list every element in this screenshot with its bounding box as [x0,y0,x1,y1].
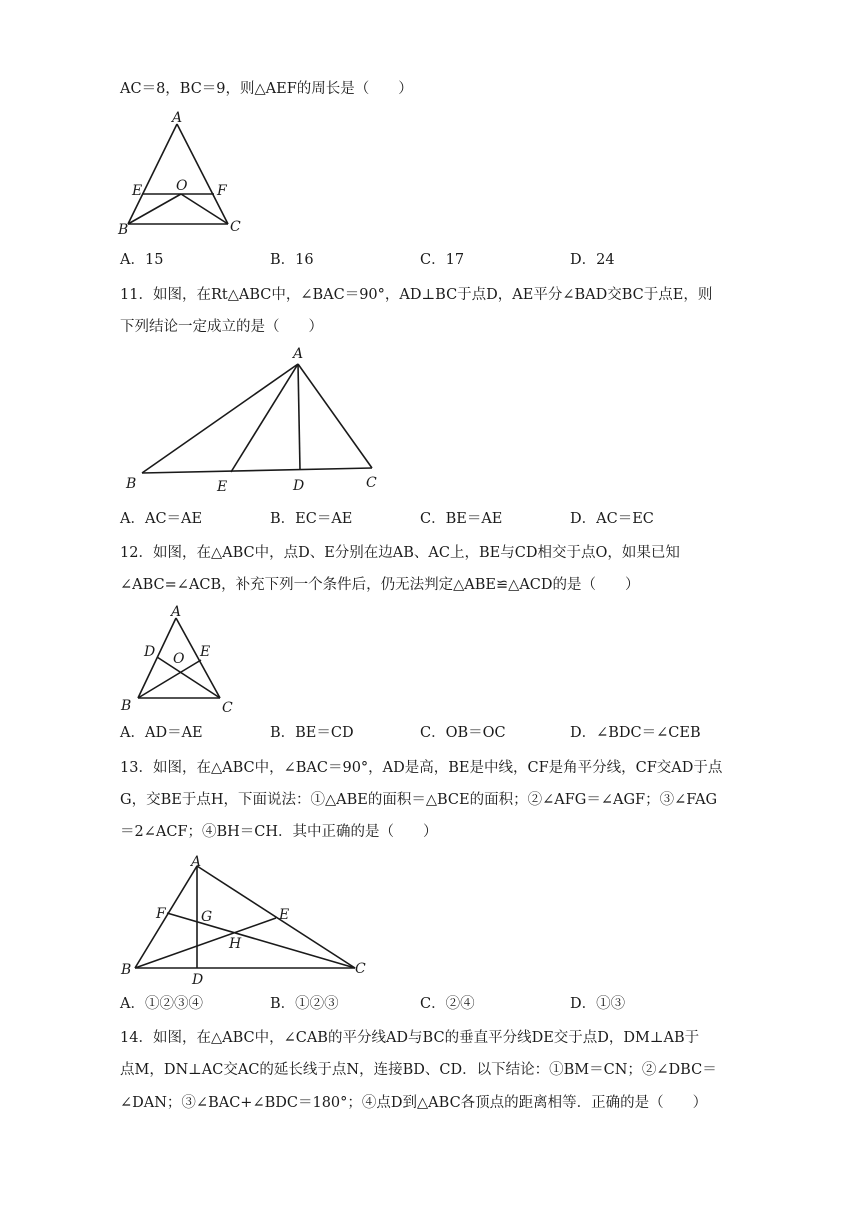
q13-stem-line2: G，交BE于点H，下面说法：①△ABE的面积＝△BCE的面积；②∠AFG＝∠AGF；③∠FAG [120,792,718,808]
q13-stem-line1: 13．如图，在△ABC中，∠BAC＝90°，AD是高，BE是中线，CF是角平分线，CF交AD于点 [120,760,723,776]
q12-label-O: O [173,651,185,667]
q10-option-c: C．17 [420,252,465,268]
q12-label-A: A [171,604,182,620]
q13-option-c: C．②④ [420,996,475,1012]
q12-label-D: D [144,644,156,660]
q11-label-D: D [293,478,305,494]
q13-label-A: A [191,854,202,870]
q11-label-E: E [217,479,228,495]
q13-label-E: E [279,907,290,923]
q11-option-b: B．EC＝AE [270,511,353,527]
q13-option-a: A．①②③④ [120,996,203,1012]
q10-label-C: C [230,219,241,235]
q14-stem-line2: 点M，DN⊥AC交AC的延长线于点N，连接BD、CD．以下结论：①BM＝CN；②∠DBC＝ [120,1062,717,1078]
q12-option-b: B．BE＝CD [270,725,354,741]
q10-figure [110,110,250,240]
q12-stem-line1: 12．如图，在△ABC中，点D、E分别在边AB、AC上，BE与CD相交于点O，如果已知 [120,545,680,561]
q10-option-b: B．16 [270,252,314,268]
q13-option-b: B．①②③ [270,996,339,1012]
q14-stem-line3: ∠DAN；③∠BAC+∠BDC＝180°；④点D到△ABC各顶点的距离相等．正确的是（ ） [120,1095,708,1111]
q11-label-A: A [293,346,304,362]
q12-label-B: B [121,698,132,714]
q10-option-d: D．24 [570,252,615,268]
q10-label-O: O [176,178,188,194]
q13-label-H: H [229,936,242,952]
q10-stem-tail: AC＝8，BC＝9，则△AEF的周长是（ ） [120,81,413,97]
q13-label-B: B [121,962,132,978]
q12-label-E: E [200,644,211,660]
q11-option-c: C．BE＝AE [420,511,503,527]
q12-stem-line2: ∠ABC=∠ACB，补充下列一个条件后，仍无法判定△ABE≌△ACD的是（ ） [120,577,640,593]
q12-option-a: A．AD＝AE [120,725,203,741]
q14-stem-line1: 14．如图，在△ABC中，∠CAB的平分线AD与BC的垂直平分线DE交于点D，DM⊥AB于 [120,1030,700,1046]
q11-stem-line1: 11．如图，在Rt△ABC中，∠BAC＝90°，AD⊥BC于点D，AE平分∠BAD交BC于点E，则 [120,287,713,303]
q13-option-d: D．①③ [570,996,626,1012]
q13-label-D: D [192,972,204,988]
q10-option-a: A．15 [120,252,164,268]
q13-figure [115,850,375,990]
q12-option-d: D．∠BDC＝∠CEB [570,725,701,741]
q12-label-C: C [222,700,233,716]
q11-option-a: A．AC＝AE [120,511,203,527]
q10-label-A: A [172,110,183,126]
q11-stem-line2: 下列结论一定成立的是（ ） [120,319,323,335]
q11-label-B: B [126,476,137,492]
q13-label-F: F [156,906,166,922]
q10-label-E: E [132,183,143,199]
q13-label-G: G [201,909,213,925]
q12-figure [112,602,242,717]
q11-option-d: D．AC＝EC [570,511,654,527]
q11-label-C: C [366,475,377,491]
q11-figure [120,342,390,497]
q12-option-c: C．OB＝OC [420,725,506,741]
q13-label-C: C [355,961,366,977]
q10-label-B: B [118,222,129,238]
q10-label-F: F [217,183,227,199]
q13-stem-line3: ＝2∠ACF；④BH＝CH．其中正确的是（ ） [120,824,438,840]
